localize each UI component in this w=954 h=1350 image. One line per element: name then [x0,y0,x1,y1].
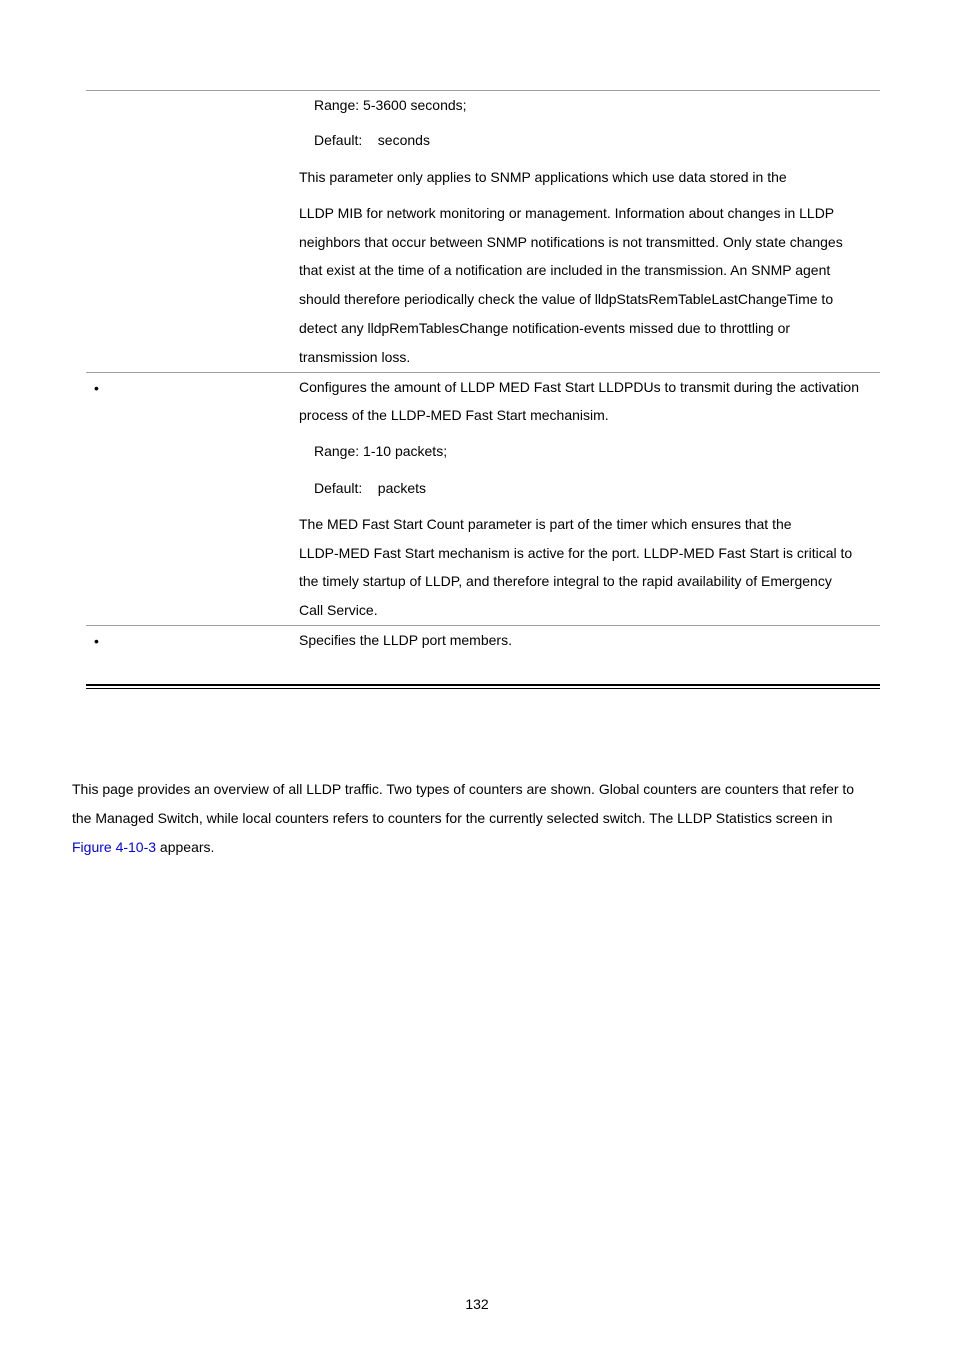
row2-line: process of the LLDP-MED Fast Start mechanisim. [299,407,609,423]
intro-line-rest: appears. [156,839,215,855]
row2-line: The MED Fast Start Count parameter is part of the timer which ensures that the [299,516,792,532]
row1-default: Default: seconds [314,132,430,148]
row2-line: the timely startup of LLDP, and therefore integral to the rapid availability of Emergency [299,573,832,589]
row1-line: neighbors that occur between SNMP notifications is not transmitted. Only state changes [299,234,843,250]
row1-line: LLDP MIB for network monitoring or management. Information about changes in LLDP [299,205,835,221]
intro-line: the Managed Switch, while local counters refers to counters for the currently selected switch. The LLDP Statistics screen in [72,810,833,826]
intro-line: This page provides an overview of all LLDP traffic. Two types of counters are shown. Global counters are counters that refer to [72,781,855,797]
table-top-rule [86,90,880,91]
row3-bullet: • [94,633,99,649]
row3-text: Specifies the LLDP port members. [299,632,512,648]
page-number: 132 [465,1296,489,1312]
row1-line: should therefore periodically check the value of lldpStatsRemTableLastChangeTime to [299,291,834,307]
row2-line: LLDP-MED Fast Start mechanism is active for the port. LLDP-MED Fast Start is critical to [299,545,853,561]
row2-range: Range: 1-10 packets; [314,443,448,459]
row2-bullet: • [94,380,99,396]
row-divider [86,372,880,373]
row1-line: that exist at the time of a notification are included in the transmission. An SNMP agent [299,262,831,278]
row1-line: transmission loss. [299,349,411,365]
row2-default: Default: packets [314,480,427,496]
row1-range: Range: 5-3600 seconds; [314,97,467,113]
row1-line: This parameter only applies to SNMP applications which use data stored in the [299,169,787,185]
table-bottom-rule [86,684,880,686]
row1-line: detect any lldpRemTablesChange notification-events missed due to throttling or [299,320,791,336]
row2-line: Configures the amount of LLDP MED Fast Start LLDPDUs to transmit during the activation [299,379,859,395]
row-divider [86,625,880,626]
row2-line: Call Service. [299,602,378,618]
table-bottom-rule [86,688,880,689]
figure-link[interactable]: Figure 4-10-3 [72,839,157,855]
intro-line [72,839,214,856]
